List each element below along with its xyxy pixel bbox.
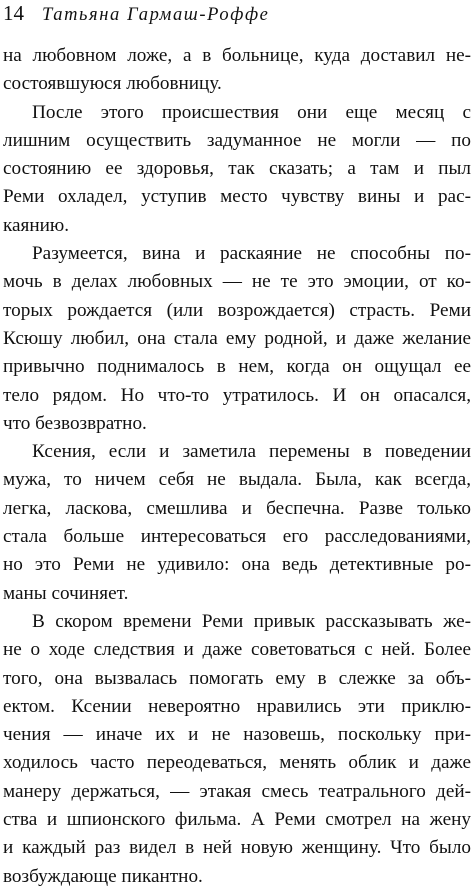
- text-line: ходилось часто переодеваться, менять облик и даже: [3, 752, 471, 774]
- text-line: привычно поднималось в нем, когда он ощущал ее: [3, 356, 471, 378]
- text-line: лишним осуществить задуманное не могли — по: [3, 129, 471, 151]
- text-line: Ксения, если и заметила перемены в поведении: [32, 441, 471, 463]
- page-number: 14: [3, 1, 24, 25]
- text-line: Реми охладел, уступив место чувству вины и рас-: [3, 186, 471, 208]
- text-line: и каждый раз видел в ней новую женщину. Что было: [3, 837, 471, 859]
- text-line: не о ходе следствия и даже советоваться с ней. Более: [3, 639, 471, 661]
- text-line: на любовном ложе, а в больнице, куда доставил не-: [3, 45, 471, 66]
- text-line: мужа, то ничем себя не выдала. Была, как всегда,: [3, 469, 471, 491]
- text-line: чения — иначе их и не назовешь, поскольку при-: [3, 724, 471, 746]
- text-line: того, она вызвалась помогать ему в слежке за объ-: [3, 667, 471, 689]
- running-head: [3, 1, 270, 25]
- text-line: легка, ласкова, смешлива и беспечна. Разве только: [3, 497, 471, 519]
- text-line: торых рождается (или возрождается) страсть. Реми: [3, 299, 471, 321]
- text-line: маны сочиняет.: [3, 582, 129, 604]
- text-line: Ксюшу любил, она стала ему родной, и даже желание: [3, 327, 471, 349]
- text-line: В скором времени Реми привык рассказывать же-: [32, 610, 471, 632]
- text-line: каянию.: [3, 214, 70, 236]
- text-line: состоянию ее здоровья, так сказать; а там и пыл: [3, 158, 471, 180]
- text-line: ства и шпионского фильма. А Реми смотрел на жену: [3, 809, 471, 831]
- text-line: ектом. Ксении невероятно нравились эти приклю-: [3, 695, 471, 717]
- text-line: Разумеется, вина и раскаяние не способны по-: [32, 243, 471, 265]
- text-line: состоявшуюся любовницу.: [3, 73, 222, 95]
- body-text: [3, 42, 471, 891]
- text-line: что безвозвратно.: [3, 412, 147, 434]
- text-line: стала больше интересоваться его расследованиями,: [3, 526, 471, 548]
- text-line: но это Реми не удивило: она ведь детективные ро-: [3, 554, 471, 576]
- text-line: тело рядом. Но что-то утратилось. И он опасался,: [3, 384, 471, 406]
- text-line: манеру держаться, — этакая смесь театрального дей-: [3, 780, 471, 802]
- text-line: После этого происшествия они еще месяц с: [32, 101, 471, 123]
- running-title: Татьяна Гармаш-Роффе: [42, 5, 270, 25]
- text-line: возбуждающе пикантно.: [3, 865, 203, 887]
- text-line: мочь в делах любовных — не те это эмоции, от ко-: [3, 271, 471, 293]
